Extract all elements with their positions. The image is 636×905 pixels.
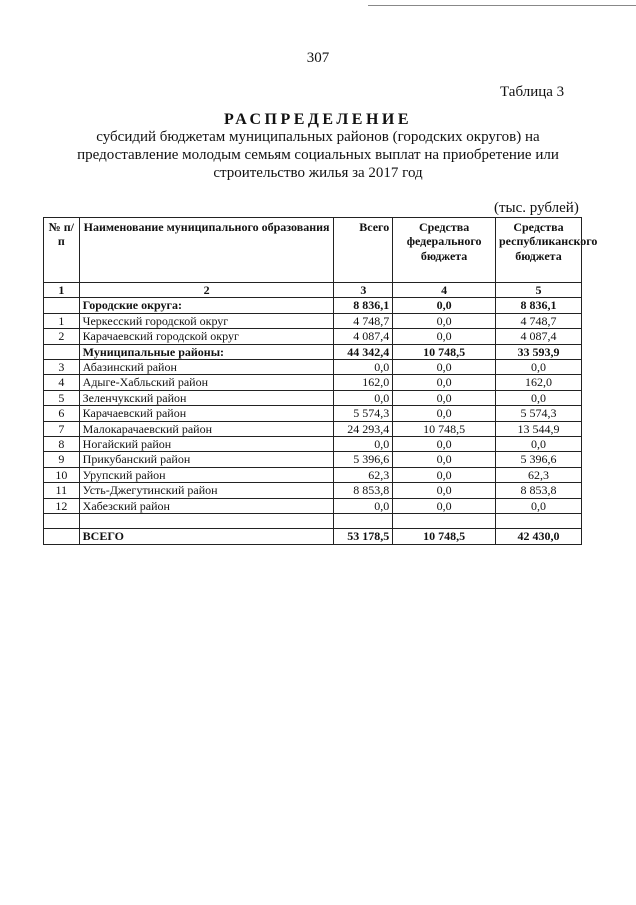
row-name: Абазинский район [79,360,334,375]
table-header-row [44,218,582,283]
row-republic: 4 748,7 [495,313,581,328]
row-federal: 10 748,5 [393,421,496,436]
row-num: 9 [44,452,80,467]
subtitle-line: предоставление молодым семьям социальных выплат на приобретение или [77,147,559,163]
table-row [44,514,582,529]
row-republic: 0,0 [495,498,581,513]
row-name [79,514,334,529]
row-republic: 5 574,3 [495,406,581,421]
row-num: 12 [44,498,80,513]
row-num [44,344,80,359]
page-number: 307 [306,50,330,66]
row-total: 8 836,1 [334,298,393,313]
col-number: 2 [79,283,334,298]
row-republic: 0,0 [495,360,581,375]
table-row [44,390,582,405]
row-num [44,514,80,529]
row-federal: 0,0 [393,390,496,405]
row-num: 8 [44,437,80,452]
row-republic: 13 544,9 [495,421,581,436]
row-federal: 0,0 [393,452,496,467]
row-total: 24 293,4 [334,421,393,436]
row-republic: 33 593,9 [495,344,581,359]
table-row [44,483,582,498]
table-row [44,452,582,467]
table-row [44,313,582,328]
row-name: Муниципальные районы: [79,344,334,359]
row-federal: 0,0 [393,375,496,390]
subsidy-table [43,217,598,545]
table-row [44,360,582,375]
table-row [44,498,582,513]
row-republic: 0,0 [495,390,581,405]
col-number: 4 [393,283,496,298]
row-total: 0,0 [334,360,393,375]
row-republic: 5 396,6 [495,452,581,467]
row-num: 11 [44,483,80,498]
col-number: 5 [495,283,581,298]
row-num: 10 [44,467,80,482]
row-name: ВСЕГО [79,529,334,544]
row-name: Карачаевский городской округ [79,329,334,344]
row-total: 44 342,4 [334,344,393,359]
column-number-row [44,283,582,298]
top-rule [368,5,636,6]
row-name: Прикубанский район [79,452,334,467]
row-name: Зеленчукский район [79,390,334,405]
row-name: Черкесский городской округ [79,313,334,328]
row-name: Городские округа: [79,298,334,313]
row-federal: 0,0 [393,467,496,482]
row-total: 4 748,7 [334,313,393,328]
row-republic: 0,0 [495,437,581,452]
row-federal: 0,0 [393,498,496,513]
row-federal: 0,0 [393,406,496,421]
col-header-name: Наименование муниципального образования [79,218,334,283]
document-heading: РАСПРЕДЕЛЕНИЕ [223,111,413,128]
row-num [44,298,80,313]
row-total [334,514,393,529]
units-label: (тыс. рублей) [494,200,579,216]
row-name: Урупский район [79,467,334,482]
row-federal: 0,0 [393,483,496,498]
row-name: Хабезский район [79,498,334,513]
row-num: 5 [44,390,80,405]
table-row [44,406,582,421]
table-row [44,298,582,313]
row-federal: 0,0 [393,437,496,452]
row-num: 6 [44,406,80,421]
row-federal: 0,0 [393,313,496,328]
row-total: 8 853,8 [334,483,393,498]
table-row [44,467,582,482]
table-row [44,421,582,436]
table-row [44,344,582,359]
row-total: 4 087,4 [334,329,393,344]
row-num: 7 [44,421,80,436]
col-number: 1 [44,283,80,298]
row-republic: 4 087,4 [495,329,581,344]
row-republic: 8 836,1 [495,298,581,313]
table-row [44,375,582,390]
subtitle-line: субсидий бюджетам муниципальных районов (городских округов) на [96,129,540,145]
row-num: 3 [44,360,80,375]
row-total: 0,0 [334,437,393,452]
row-total: 0,0 [334,390,393,405]
row-name: Малокарачаевский район [79,421,334,436]
row-num [44,529,80,544]
row-federal: 10 748,5 [393,344,496,359]
table-body [44,298,582,544]
row-federal: 10 748,5 [393,529,496,544]
row-total: 5 574,3 [334,406,393,421]
subtitle-line: строительство жилья за 2017 год [213,165,423,181]
row-name: Усть-Джегутинский район [79,483,334,498]
row-num: 1 [44,313,80,328]
row-federal: 0,0 [393,360,496,375]
row-republic: 8 853,8 [495,483,581,498]
row-num: 4 [44,375,80,390]
row-federal: 0,0 [393,298,496,313]
col-number: 3 [334,283,393,298]
row-republic [495,514,581,529]
document-subtitle [40,128,596,182]
table-label: Таблица 3 [500,84,565,100]
row-republic: 62,3 [495,467,581,482]
row-federal [393,514,496,529]
table-row [44,437,582,452]
row-federal: 0,0 [393,329,496,344]
row-name: Адыге-Хабльский район [79,375,334,390]
col-header-num: № п/п [44,218,80,283]
row-total: 53 178,5 [334,529,393,544]
row-total: 162,0 [334,375,393,390]
row-total: 62,3 [334,467,393,482]
row-name: Ногайский район [79,437,334,452]
row-republic: 162,0 [495,375,581,390]
table-row [44,329,582,344]
row-total: 0,0 [334,498,393,513]
row-republic: 42 430,0 [495,529,581,544]
row-name: Карачаевский район [79,406,334,421]
row-num: 2 [44,329,80,344]
table-row [44,529,582,544]
col-header-total: Всего [334,218,393,283]
row-total: 5 396,6 [334,452,393,467]
col-header-republic: Средства республиканского бюджета [495,218,581,283]
col-header-federal: Средства федерального бюджета [393,218,496,283]
